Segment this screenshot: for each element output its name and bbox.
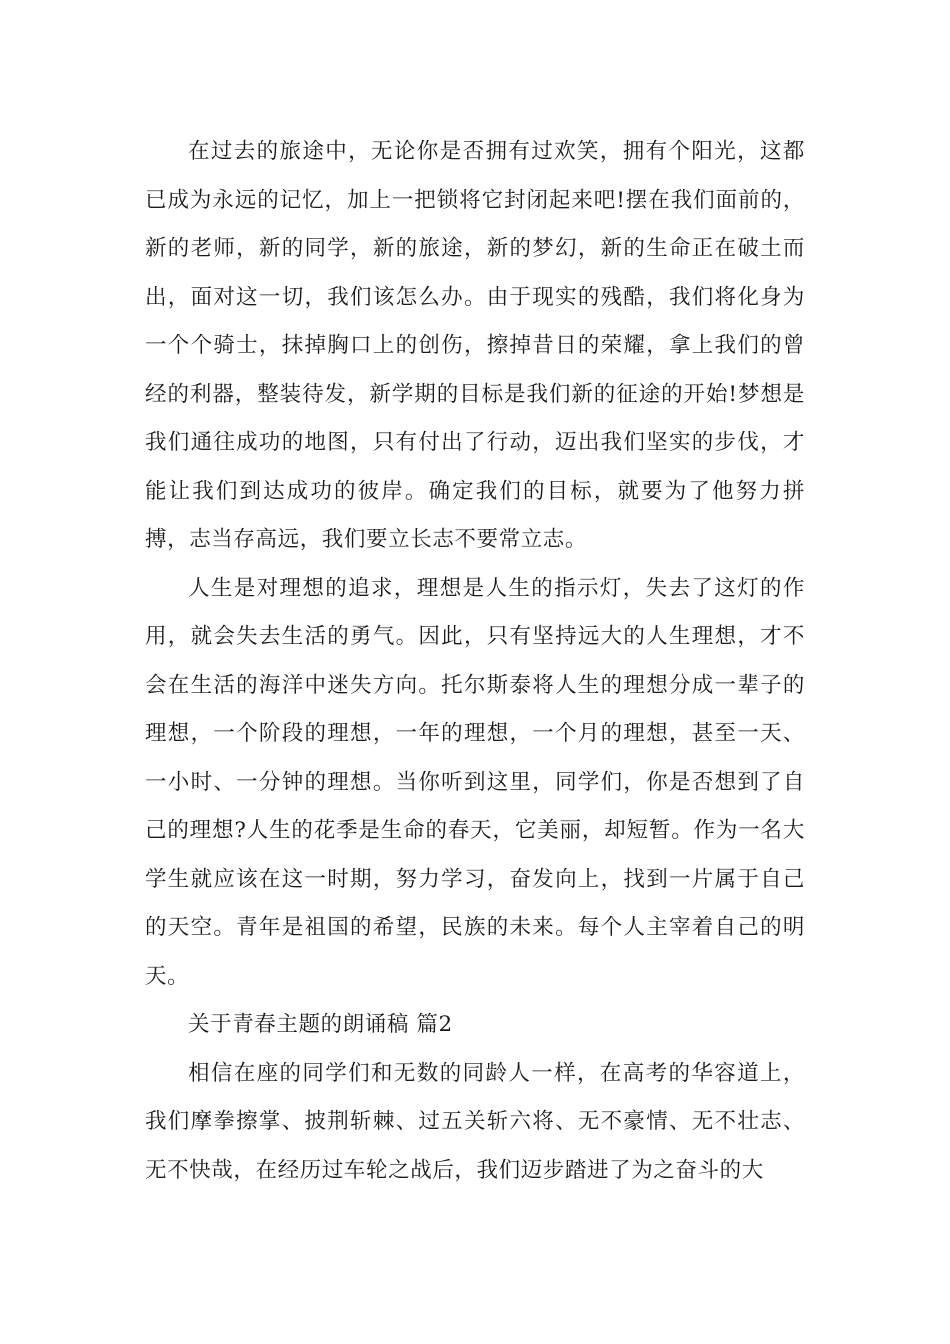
paragraph-3: 相信在座的同学们和无数的同龄人一样，在高考的华容道上，我们摩拳擦掌、披荆斩棘、过五关斩六将、无不豪情、无不壮志、无不快哉，在经历过车轮之战后，我们迈步踏进了为之奋斗的大 xyxy=(145,1060,805,1183)
document-page xyxy=(145,128,805,1195)
section-heading: 关于青春主题的朗诵稿 篇2 xyxy=(188,1012,453,1037)
paragraph-2: 人生是对理想的追求，理想是人生的指示灯，失去了这灯的作用，就会失去生活的勇气。因此，只有坚持远大的人生理想，才不会在生活的海洋中迷失方向。托尔斯泰将人生的理想分成一辈子的理想，一个阶段的理想，一年的理想，一个月的理想，甚至一天、一小时、一分钟的理想。当你听到这里，同学们，你是否想到了自己的理想?人生的花季是生命的春天，它美丽，却短暂。作为一名大学生就应该在这一时期，努力学习，奋发向上，找到一片属于自己的天空。青年是祖国的希望，民族的未来。每个人主宰着自己的明天。 xyxy=(145,575,805,989)
paragraph-1: 在过去的旅途中，无论你是否拥有过欢笑，拥有个阳光，这都已成为永远的记忆，加上一把锁将它封闭起来吧!摆在我们面前的，新的老师，新的同学，新的旅途，新的梦幻，新的生命正在破土而出，面对这一切，我们该怎么办。由于现实的残酷，我们将化身为一个个骑士，抹掉胸口上的创伤，擦掉昔日的荣耀，拿上我们的曾经的利器，整装待发，新学期的目标是我们新的征途的开始!梦想是我们通往成功的地图，只有付出了行动，迈出我们坚实的步伐，才能让我们到达成功的彼岸。确定我们的目标，就要为了他努力拼搏，志当存高远，我们要立长志不要常立志。 xyxy=(145,139,805,552)
